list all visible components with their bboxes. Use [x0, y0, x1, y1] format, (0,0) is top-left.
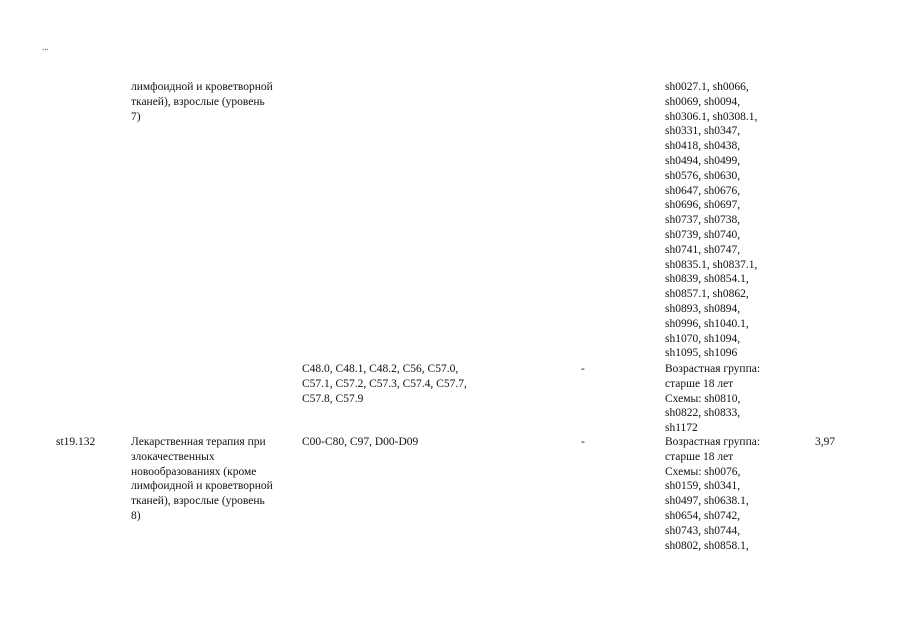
- row-name-cell: лимфоидной и кроветворной тканей), взрослые (уровень 7): [131, 81, 273, 123]
- row-extra-criteria-cell: sh0027.1, sh0066, sh0069, sh0094, sh0306.1, sh0308.1, sh0331, sh0347, sh0418, sh0438, sh0494, sh0499, sh0576, sh0630, sh0647, sh0676, sh0696, sh0697, sh0737, sh0738, sh0739, sh0740, sh0741, sh0747, sh0835.1, sh0837.1, sh0839, sh0854.1, sh0857.1, sh0862, sh0893, sh0894, sh0996, sh1040.1, sh1070, sh1094, sh1095, sh1096: [665, 81, 758, 360]
- row-code-cell: st19.132: [56, 436, 96, 448]
- row-icd-cell: C00-C80, C97, D00-D09: [302, 436, 419, 448]
- page-continuation-marker: ...: [42, 42, 49, 52]
- row-service-dash-cell: -: [581, 363, 585, 375]
- row-extra-criteria-cell: Возрастная группа: старше 18 лет Схемы: sh0076, sh0159, sh0341, sh0497, sh0638.1, sh0654, sh0742, sh0743, sh0744, sh0802, sh0858.1,: [665, 436, 761, 552]
- row-name-cell: Лекарственная терапия при злокачественных новообразованиях (кроме лимфоидной и кроветворной тканей), взрослые (уровень 8): [131, 436, 273, 522]
- row-coefficient-cell: 3,97: [815, 436, 836, 448]
- row-extra-criteria-cell: Возрастная группа: старше 18 лет Схемы: sh0810, sh0822, sh0833, sh1172: [665, 363, 761, 435]
- row-service-dash-cell: -: [581, 436, 585, 448]
- row-icd-cell: C48.0, C48.1, C48.2, C56, C57.0, C57.1, C57.2, C57.3, C57.4, C57.7, C57.8, C57.9: [302, 363, 467, 405]
